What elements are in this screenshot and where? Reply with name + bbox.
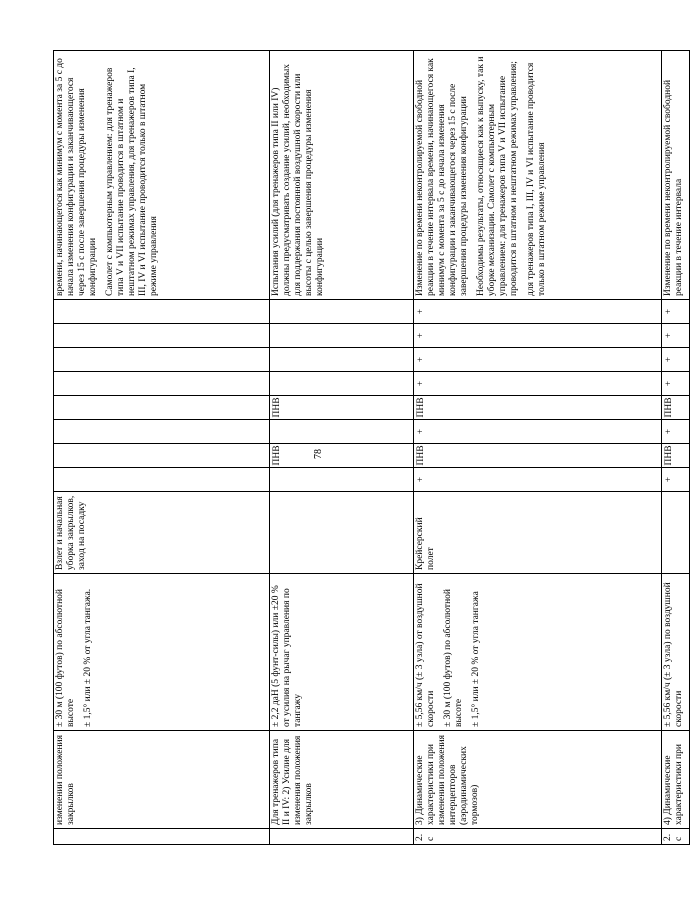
parameter-cell: 4) Динамические характеристики при — [662, 731, 690, 829]
tolerance-line: ± 2,2 даН (5 фунт-силы) или ±20 % от усилия на рычаг управления по тангажу — [271, 585, 303, 727]
simulator-type-mark-cell: + — [662, 324, 690, 348]
tolerance-line: ± 5,56 км/ч (± 3 узла) от воздушной скорости — [415, 583, 436, 727]
simulator-type-mark-cell — [270, 324, 414, 348]
tolerance-line: ± 30 м (100 футов) по абсолютной высоте — [55, 589, 76, 727]
simulator-type-mark-cell: ПНВ — [414, 396, 662, 420]
simulator-type-mark-cell — [270, 348, 414, 372]
simulator-type-mark-cell — [270, 468, 414, 492]
tolerance-line: ± 5,56 км/ч (± 3 узла) по воздушной скорости — [663, 582, 684, 727]
simulator-type-mark-cell: + — [662, 300, 690, 324]
page-number: 78 — [313, 449, 324, 459]
simulator-type-mark-cell: + — [414, 468, 662, 492]
simulator-type-mark-cell — [54, 396, 270, 420]
tolerance-cell — [54, 574, 270, 731]
notes-cell — [54, 51, 270, 300]
simulator-type-mark-cell: ПНВ — [662, 396, 690, 420]
section-number-cell — [270, 829, 414, 845]
section-number-cell — [54, 829, 270, 845]
simulator-type-mark-cell — [270, 300, 414, 324]
simulator-type-mark-cell — [54, 444, 270, 468]
table-row — [662, 51, 690, 845]
table-row — [54, 51, 270, 845]
flight-condition-cell: Взлет и начальная уборка закрылков, заход на посадку — [54, 492, 270, 574]
notes-cell — [662, 51, 690, 300]
simulator-type-mark-cell — [54, 300, 270, 324]
simulator-type-mark-cell — [54, 420, 270, 444]
rotated-table-container — [53, 55, 684, 845]
simulator-type-mark-cell: + — [662, 372, 690, 396]
table-row — [414, 51, 662, 845]
simulator-type-mark-cell — [270, 372, 414, 396]
simulator-type-mark-cell: + — [414, 348, 662, 372]
parameter-cell: Для тренажеров типа II и IV: 2) Усилие для изменения положения закрылков — [270, 731, 414, 829]
flight-condition-cell — [662, 492, 690, 574]
simulator-type-mark-cell: + — [414, 300, 662, 324]
note-paragraph: Самолет с компьютерным управлением: для тренажеров типа V и VII испытание проводится в штатном и нештатном режимах управления, для тренажеров типа I, III, IV и VI испытание проводится только в штатном режиме управления — [105, 67, 159, 296]
simulator-type-mark-cell — [54, 372, 270, 396]
section-number-cell: 2.c — [662, 829, 690, 845]
tolerance-cell — [414, 574, 662, 731]
simulator-type-mark-cell: + — [662, 468, 690, 492]
simulator-type-mark-cell: + — [414, 420, 662, 444]
tolerance-line: ± 1,5° или ± 20 % от угла тангажа — [471, 591, 481, 727]
simulator-type-mark-cell: ПНВ — [662, 444, 690, 468]
tolerance-cell — [270, 574, 414, 731]
simulator-type-mark-cell: + — [662, 420, 690, 444]
note-paragraph: Необходимы результаты, относящиеся как к выпуску, так и уборке механизации. Самолет с компьютерным управлением: для тренажеров типа V и VII испытание проводится в штатном и нештатном режимах управления; — [476, 56, 519, 296]
simulator-type-mark-cell: + — [414, 324, 662, 348]
parameter-cell: 3) Динамические характеристики при изменении положения интерцепторов (аэродинамических тормозов) — [414, 731, 662, 829]
simulator-type-mark-cell — [54, 348, 270, 372]
simulator-type-mark-cell — [54, 324, 270, 348]
section-number-cell: 2.c — [414, 829, 662, 845]
simulator-type-mark-cell: ПНВ — [270, 396, 414, 420]
simulator-type-mark-cell: + — [662, 348, 690, 372]
tolerance-line: ± 30 м (100 футов) по абсолютной высоте — [443, 589, 464, 727]
note-paragraph: Изменение по времени неконтролируемой свободной реакции в течение интервала — [663, 79, 684, 296]
tolerance-line: ± 1,5° или ± 20 % от угла тангажа. — [83, 588, 93, 727]
notes-cell — [414, 51, 662, 300]
simulator-type-mark-cell: ПНВ — [270, 444, 414, 468]
flight-condition-cell — [270, 492, 414, 574]
note-paragraph: Испытания усилий (для тренажеров типа II или IV) должны предусматривать создание усилий, необходимых для поддержания постоянной воздушной скорости или высоты с целью завершения процедуры изменения конфигурации — [271, 63, 325, 296]
note-paragraph: времени, начинающегося как минимум с момента за 5 с до начала изменения конфигурации и заканчивающегося через 15 с после завершения процедуры изменения конфигурации — [55, 58, 98, 296]
note-paragraph: Изменение по времени неконтролируемой свободной реакции в течение интервала времени, начинающегося как минимум с момента за 5 с до начала изменения конфигурации и заканчивающегося через 15 с после завершения процедуры изменения конфигурации — [415, 58, 469, 296]
tolerance-cell — [662, 574, 690, 731]
table-row — [270, 51, 414, 845]
flight-condition-cell: Крейсерский полет — [414, 492, 662, 574]
parameter-cell: изменении положения закрылков — [54, 731, 270, 829]
simulator-type-mark-cell: ПНВ — [414, 444, 662, 468]
notes-cell — [270, 51, 414, 300]
specification-table — [53, 50, 690, 845]
simulator-type-mark-cell — [54, 468, 270, 492]
note-paragraph: для тренажеров типа I, III, IV и VI испытание проводится только в штатном режиме управления — [526, 62, 547, 296]
simulator-type-mark-cell: + — [414, 372, 662, 396]
simulator-type-mark-cell — [270, 420, 414, 444]
